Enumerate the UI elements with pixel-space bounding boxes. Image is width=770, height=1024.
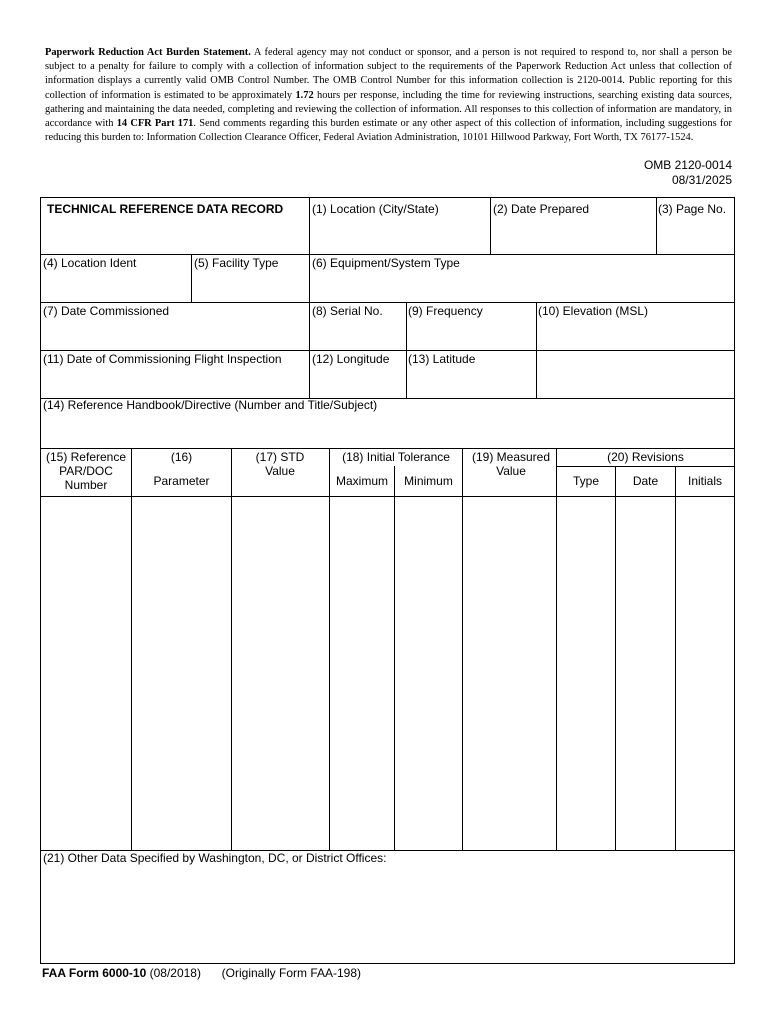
page-no-field[interactable] bbox=[658, 218, 732, 252]
burden-text-2: hours per response, including the time for reviewing instructions, searching existing data sources, gathering and maintaining the data needed, completing and reviewing the collection of information. All responses to this collection of information are mandatory, in accordance with bbox=[45, 89, 732, 130]
serial-no-field[interactable] bbox=[312, 320, 404, 348]
row-divider bbox=[41, 254, 734, 255]
frequency-field[interactable] bbox=[408, 320, 534, 348]
equipment-system-type-label: (6) Equipment/System Type bbox=[312, 256, 460, 270]
commissioning-flight-inspection-label: (11) Date of Commissioning Flight Inspection bbox=[43, 352, 282, 366]
omb-number: OMB 2120-0014 bbox=[643, 158, 732, 172]
latitude-extra-field[interactable] bbox=[538, 352, 732, 396]
location-ident-label: (4) Location Ident bbox=[43, 256, 137, 270]
burden-heading: Paperwork Reduction Act Burden Statement. bbox=[45, 47, 251, 58]
maximum-header: Maximum bbox=[335, 474, 388, 488]
other-data-field[interactable] bbox=[43, 868, 732, 962]
technical-reference-form bbox=[40, 197, 735, 964]
col-divider bbox=[191, 254, 192, 302]
parameter-header: Parameter bbox=[153, 474, 210, 488]
revisions-header: (20) Revisions bbox=[607, 450, 684, 464]
col-divider bbox=[656, 198, 657, 254]
omb-expiration: 08/31/2025 bbox=[671, 173, 732, 187]
commissioning-flight-inspection-field[interactable] bbox=[43, 368, 307, 396]
revision-type-header: Type bbox=[572, 474, 599, 488]
std-value-header: (17) STD Value bbox=[255, 450, 305, 478]
row-divider bbox=[41, 496, 734, 497]
longitude-field[interactable] bbox=[312, 368, 404, 396]
form-date: (08/2018) bbox=[146, 966, 201, 980]
form-title: TECHNICAL REFERENCE DATA RECORD bbox=[47, 202, 284, 216]
form-footer bbox=[42, 966, 361, 980]
facility-type-label: (5) Facility Type bbox=[194, 256, 279, 270]
burden-text-3: . Send comments regarding this burden estimate or any other aspect of this collection of information, including suggestions for reducing this burden to: Information Collection Clearance Officer, Federal Aviation Administration, 10101 Hillwood Parkway, Fort Worth, TX 76177-1524. bbox=[45, 118, 732, 144]
facility-type-field[interactable] bbox=[194, 272, 307, 300]
location-ident-field[interactable] bbox=[43, 272, 189, 300]
burden-cfr: 14 CFR Part 171 bbox=[116, 118, 194, 130]
burden-hours: 1.72 bbox=[295, 89, 314, 101]
date-commissioned-field[interactable] bbox=[43, 320, 307, 348]
row-divider bbox=[41, 350, 734, 351]
revision-initials-header: Initials bbox=[687, 474, 722, 488]
other-data-label: (21) Other Data Specified by Washington, DC, or District Offices: bbox=[43, 851, 387, 865]
burden-text-1: A federal agency may not conduct or sponsor, and a person is not required to respond to, nor shall a person be subject to a penalty for failure to comply with a collection of information subject to the requirements of the Paperwork Reduction Act unless that collection of information displays a currently valid OMB Control Number. The OMB Control Number for this information collection is 2120-0014. Public reporting for this collection of information is estimated to be approximately bbox=[45, 47, 732, 101]
date-prepared-field[interactable] bbox=[493, 218, 654, 252]
location-city-state-field[interactable] bbox=[312, 218, 488, 252]
parameter-table-body[interactable] bbox=[43, 498, 732, 848]
latitude-label: (13) Latitude bbox=[408, 352, 476, 366]
date-prepared-label: (2) Date Prepared bbox=[493, 202, 590, 216]
revisions-subdivider bbox=[556, 466, 734, 467]
date-commissioned-label: (7) Date Commissioned bbox=[43, 304, 170, 318]
serial-no-label: (8) Serial No. bbox=[312, 304, 383, 318]
parameter-number-header: (16) bbox=[170, 450, 193, 464]
equipment-system-type-field[interactable] bbox=[312, 272, 732, 300]
col-divider bbox=[309, 302, 310, 398]
revision-date-header: Date bbox=[632, 474, 659, 488]
frequency-label: (9) Frequency bbox=[408, 304, 483, 318]
col-divider bbox=[309, 198, 310, 302]
elevation-label: (10) Elevation (MSL) bbox=[538, 304, 649, 318]
elevation-field[interactable] bbox=[538, 320, 732, 348]
row-divider bbox=[41, 302, 734, 303]
measured-value-header: (19) Measured Value bbox=[471, 450, 551, 478]
row-divider bbox=[41, 448, 734, 449]
longitude-label: (12) Longitude bbox=[312, 352, 390, 366]
col-divider bbox=[536, 302, 537, 398]
col-divider bbox=[490, 198, 491, 254]
minimum-header: Minimum bbox=[404, 474, 453, 488]
reference-handbook-field[interactable] bbox=[43, 414, 732, 446]
reference-par-doc-header: (15) Reference PAR/DOC Number bbox=[45, 450, 127, 492]
burden-statement bbox=[45, 46, 732, 145]
page-no-label: (3) Page No. bbox=[658, 202, 727, 216]
reference-handbook-label: (14) Reference Handbook/Directive (Number and Title/Subject) bbox=[43, 398, 378, 412]
col-divider bbox=[406, 302, 407, 398]
form-number: FAA Form 6000-10 bbox=[42, 966, 147, 980]
latitude-field[interactable] bbox=[408, 368, 534, 396]
initial-tolerance-header: (18) Initial Tolerance bbox=[342, 450, 450, 464]
location-city-state-label: (1) Location (City/State) bbox=[312, 202, 439, 216]
original-form-note: (Originally Form FAA-198) bbox=[221, 966, 362, 980]
